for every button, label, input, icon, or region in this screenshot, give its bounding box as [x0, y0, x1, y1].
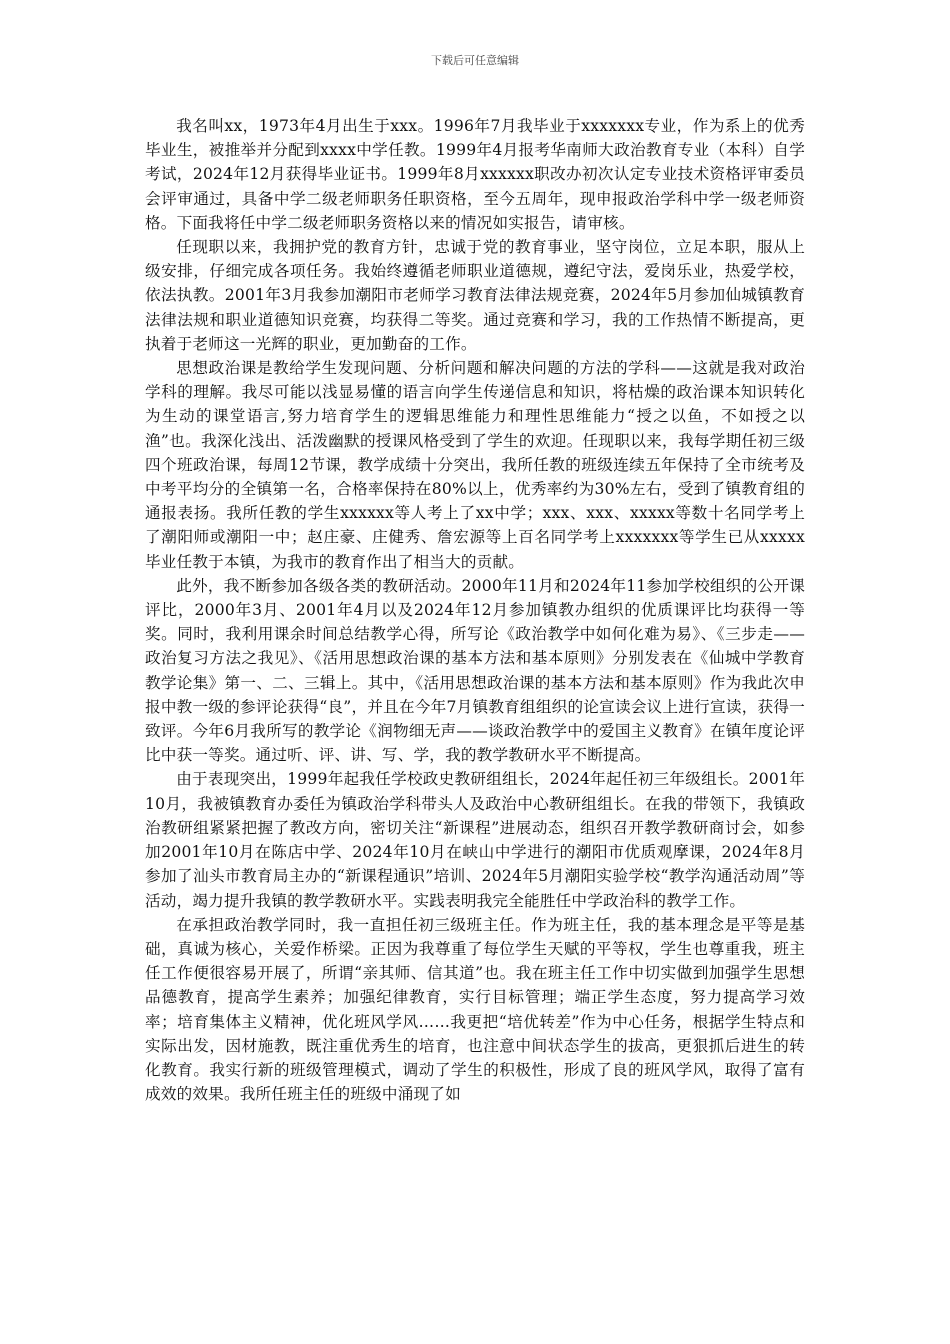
- paragraph-1: 我名叫xx，1973年4月出生于xxx。1996年7月我毕业于xxxxxxx专业，作为系上的优秀毕业生，被推举并分配到xxxx中学任教。1999年4月报考华南师大政治教育专业（本科）自学考试，2024年12月获得毕业证书。1999年8月xxxxxx职改办初次认定专业技术资格评审委员会评审通过，具备中学二级老师职务任职资格，至今五周年，现申报政治学科中学一级老师资格。下面我将任中学二级老师职务资格以来的情况如实报告，请审核。: [145, 117, 805, 232]
- paragraph-4: 此外，我不断参加各级各类的教研活动。2000年11月和2024年11参加学校组织的公开课评比，2000年3月、2001年4月以及2024年12月参加镇教办组织的优质课评比均获得一等奖。同时，我利用课余时间总结教学心得，所写论《政治教学中如何化难为易》、《三步走——政治复习方法之我见》、《活用思想政治课的基本方法和基本原则》分别发表在《仙城中学教育教学论集》第一、二、三辑上。其中，《活用思想政治课的基本方法和基本原则》作为我此次申报中教一级的参评论获得“良”，并且在今年7月镇教育组组织的论宣读会议上进行宣读，获得一致评。今年6月我所写的教学论《润物细无声——谈政治教学中的爱国主义教育》在镇年度论评比中获一等奖。通过听、评、讲、写、学，我的教学教研水平不断提高。: [145, 576, 805, 765]
- paragraph-6: 在承担政治教学同时，我一直担任初三级班主任。作为班主任，我的基本理念是平等是基础，真诚为核心，关爱作桥梁。正因为我尊重了每位学生天赋的平等权，学生也尊重我，班主任工作便很容易开展了，所谓“亲其师、信其道”也。我在班主任工作中切实做到加强学生思想品德教育，提高学生素养；加强纪律教育，实行目标管理；端正学生态度，努力提高学习效率；培育集体主义精神，优化班风学风……我更把“培优转差”作为中心任务，根据学生特点和实际出发，因材施教，既注重优秀生的培育，也注意中间状态学生的拔高，更狠抓后进生的转化教育。我实行新的班级管理模式，调动了学生的积极性，形成了良的班风学风，取得了富有成效的效果。我所任班主任的班级中涌现了如: [145, 915, 805, 1104]
- paragraph-5: 由于表现突出，1999年起我任学校政史教研组组长，2024年起任初三年级组长。2001年10月，我被镇教育办委任为镇政治学科带头人及政治中心教研组组长。在我的带领下，我镇政治教研组紧紧把握了教改方向，密切关注“新课程”进展动态，组织召开教学教研商讨会，如参加2001年10月在陈店中学、2024年10月在峡山中学进行的潮阳市优质观摩课，2024年8月参加了汕头市教育局主办的“新课程通识”培训、2024年5月潮阳实验学校“教学沟通活动周”等活动，竭力提升我镇的教学教研水平。实践表明我完全能胜任中学政治科的教学工作。: [145, 770, 805, 910]
- paragraph-2: 任现职以来，我拥护党的教育方针，忠诚于党的教育事业，坚守岗位，立足本职，服从上级安排，仔细完成各项任务。我始终遵循老师职业道德规，遵纪守法，爱岗乐业，热爱学校，依法执教。2001年3月我参加潮阳市老师学习教育法律法规竞赛，2024年5月参加仙城镇教育法律法规和职业道德知识竞赛，均获得二等奖。通过竞赛和学习，我的工作热情不断提高，更执着于老师这一光辉的职业，更加勤奋的工作。: [145, 238, 805, 353]
- document-body: [145, 114, 805, 1106]
- page-header: 下载后可任意编辑: [431, 54, 519, 67]
- paragraph-3: 思想政治课是教给学生发现问题、分析问题和解决问题的方法的学科——这就是我对政治学科的理解。我尽可能以浅显易懂的语言向学生传递信息和知识，将枯燥的政治课本知识转化为生动的课堂语言,努力培育学生的逻辑思维能力和理性思维能力“授之以鱼，不如授之以渔”也。我深化浅出、活泼幽默的授课风格受到了学生的欢迎。任现职以来，我每学期任初三级四个班政治课，每周12节课，教学成绩十分突出，我所任教的班级连续五年保持了全市统考及中考平均分的全镇第一名，合格率保持在80%以上，优秀率约为30%左右，受到了镇教育组的通报表扬。我所任教的学生xxxxxx等人考上了xx中学；xxx、xxx、xxxxx等数十名同学考上了潮阳师或潮阳一中；赵庄豪、庄健秀、詹宏源等上百名同学考上xxxxxxx等学生已从xxxxx毕业任教于本镇，为我市的教育作出了相当大的贡献。: [145, 359, 805, 571]
